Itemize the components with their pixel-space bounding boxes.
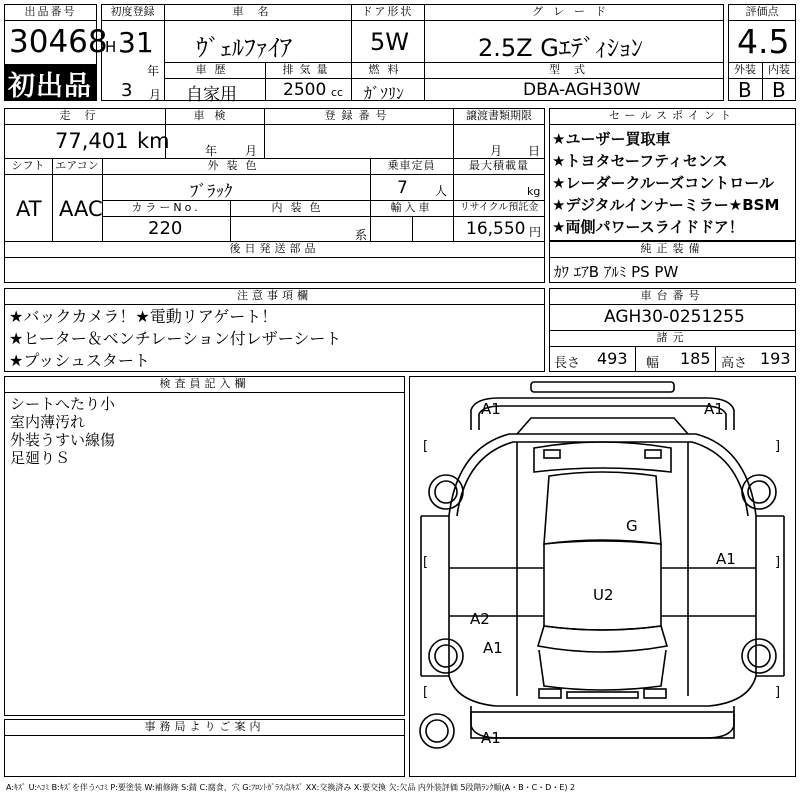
svg-text:]: ] — [775, 685, 781, 700]
color-value: ﾌﾞﾗｯｸ — [190, 182, 233, 202]
mileage-label: 走行 — [59, 109, 110, 122]
reg-year: 31 — [118, 26, 154, 59]
divider — [549, 257, 796, 258]
sales-points-label: セールスポイント — [608, 109, 736, 122]
mileage-unit: km — [137, 129, 170, 153]
divider — [4, 392, 405, 393]
damage-mark: A1 — [716, 550, 736, 568]
caution-item: ★ヒーター＆ベンチレーション付レザーシート — [9, 329, 342, 348]
divider — [715, 346, 716, 372]
door-value: 5W — [370, 28, 409, 56]
inspection-month-unit: 月 — [245, 144, 258, 158]
damage-mark: A1 — [481, 400, 501, 418]
score-value: 4.5 — [737, 22, 790, 61]
svg-text:[: [ — [423, 439, 429, 454]
import-label: 輸入車 — [390, 201, 433, 214]
transfer-month-unit: 月 — [490, 144, 503, 158]
inspector-label: 検査員記入欄 — [159, 377, 250, 390]
inspector-note: 足廻りＳ — [10, 449, 71, 467]
color-label: 外装色 — [207, 159, 265, 172]
divider — [4, 20, 97, 21]
divider — [102, 216, 545, 217]
model-value: DBA-AGH30W — [523, 80, 641, 100]
shift-label: シフト — [11, 159, 45, 172]
dims-label: 諸元 — [656, 331, 689, 344]
sales-point-item: ★レーダークルーズコントロール — [552, 174, 774, 192]
divider — [728, 20, 796, 21]
divider — [549, 346, 796, 347]
interior-color-unit: 系 — [355, 228, 368, 242]
divider — [4, 735, 405, 736]
aircon-value: AAC — [59, 197, 103, 221]
model-label: 型式 — [549, 63, 599, 76]
capacity-unit: 人 — [435, 184, 448, 198]
grade-label: グレード — [532, 5, 616, 18]
plate-label: 登録番号 — [324, 109, 393, 122]
recycle-label: リサイクル預託金 — [459, 202, 539, 213]
damage-mark: A2 — [470, 610, 490, 628]
exterior-grade: B — [738, 78, 752, 102]
chassis-label: 車台番号 — [640, 289, 705, 302]
sales-point-item: ★ユーザー買取車 — [552, 130, 671, 148]
recycle-unit: 円 — [529, 225, 542, 239]
reg-month-unit: 月 — [149, 88, 162, 102]
inspection-label: 車検 — [193, 109, 236, 122]
capacity-value: 7 — [397, 178, 408, 198]
sales-point-item: ★トヨタセーフティセンス — [552, 152, 728, 170]
svg-text:[: [ — [423, 685, 429, 700]
vehicle-damage-diagram — [409, 376, 796, 777]
load-label: 最大積載量 — [469, 159, 529, 172]
damage-mark: A1 — [704, 400, 724, 418]
legend: A:ｷｽﾞ U:ﾍｺﾐ B:ｷｽﾞを伴うﾍｺﾐ P:要塗装 W:補修跡 S:錆 C:腐食、穴 G:ﾌﾛﾝﾄｶﾞﾗｽ点ｷｽﾞ XX:交換済み X:要交換 欠:欠品 内外装評価 5段階ﾗﾝｸ順(A・B・C・D・E) 2 — [6, 783, 576, 792]
transfer-day-unit: 日 — [528, 144, 541, 158]
inspector-note: 室内薄汚れ — [10, 413, 86, 431]
height-label: 高さ — [721, 356, 748, 371]
divider — [101, 20, 724, 21]
reg-year-unit: 年 — [147, 64, 160, 78]
interior-grade: B — [772, 78, 786, 102]
inspection-year-unit: 年 — [205, 144, 218, 158]
car-name-label: 車名 — [232, 5, 283, 18]
inspector-note: 外装うすい線傷 — [10, 431, 116, 449]
history-label: 車歴 — [195, 63, 234, 76]
width-label: 幅 — [646, 356, 660, 371]
capacity-label: 乗車定員 — [387, 159, 436, 172]
svg-text:]: ] — [775, 439, 781, 454]
sales-points-list — [552, 128, 796, 238]
inspector-notes — [10, 395, 400, 467]
sales-point-item: ★両側パワースライドドア！ — [552, 218, 744, 236]
displacement-label: 排気量 — [282, 63, 334, 76]
divider — [4, 174, 545, 175]
reg-era: H — [105, 38, 117, 56]
history-value: 自家用 — [186, 85, 237, 105]
length-label: 長さ — [554, 356, 581, 371]
lot-number: 30468 — [9, 24, 108, 60]
length-value: 493 — [597, 349, 628, 368]
damage-mark: G — [626, 517, 638, 535]
divider — [412, 216, 413, 241]
office-label: 事務局よりご案内 — [144, 720, 265, 733]
chassis-number: AGH30-0251255 — [604, 307, 745, 327]
damage-mark: A1 — [483, 639, 503, 657]
damage-mark: U2 — [593, 586, 614, 604]
shift-value: AT — [16, 197, 42, 221]
exterior-label: 外装 — [734, 63, 756, 76]
load-unit: kg — [527, 185, 541, 198]
grade-value: 2.5Z Gｴﾃﾞｨｼｮﾝ — [478, 34, 643, 62]
caution-list — [9, 306, 539, 372]
color-no-label: カラーNo. — [131, 201, 201, 214]
caution-item: ★バックカメラ！★電動リアゲート！ — [9, 307, 278, 326]
divider — [549, 124, 796, 125]
interior-label: 内装 — [768, 63, 790, 76]
divider — [4, 304, 545, 305]
reg-month: 3 — [121, 80, 133, 101]
color-no-value: 220 — [148, 218, 183, 239]
door-label: ドア形状 — [361, 5, 414, 18]
width-value: 185 — [680, 349, 711, 368]
recycle-value: 16,550 — [466, 219, 526, 239]
accessories-label: 後日発送部品 — [229, 242, 320, 255]
fuel-value: ｶﾞｿﾘﾝ — [364, 84, 405, 103]
fuel-label: 燃料 — [368, 63, 407, 76]
inspector-note: シートへたり小 — [10, 395, 116, 413]
mileage-value: 77,401 — [55, 129, 129, 153]
transfer-label: 譲渡書類期限 — [466, 109, 532, 122]
reg-label: 初度登録 — [110, 5, 155, 18]
lot-label: 出品番号 — [24, 5, 77, 18]
displacement-unit: cc — [331, 86, 344, 99]
damage-mark: A1 — [481, 729, 501, 747]
divider — [164, 78, 724, 79]
divider — [4, 124, 545, 125]
divider — [549, 304, 796, 305]
sales-point-item: ★デジタルインナーミラー★BSM — [552, 196, 780, 214]
caution-item: ★プッシュスタート — [9, 351, 150, 370]
aircon-label: エアコン — [55, 159, 99, 172]
score-label: 評価点 — [745, 5, 779, 18]
caution-label: 注意事項欄 — [237, 289, 312, 302]
equipment-label: 純正装備 — [640, 242, 705, 255]
height-value: 193 — [760, 349, 791, 368]
first-listing-text: 初出品 — [8, 71, 92, 102]
divider — [635, 346, 636, 372]
displacement-value: 2500 — [283, 80, 327, 100]
divider — [4, 257, 545, 258]
svg-text:]: ] — [775, 555, 781, 570]
svg-text:[: [ — [423, 555, 429, 570]
equipment-value: ｶﾜ ｴｱB ｱﾙﾐ PS PW — [554, 263, 679, 281]
interior-color-label: 内装色 — [271, 201, 329, 214]
car-name: ｳﾞｪﾙﾌｧｲｱ — [196, 34, 292, 62]
